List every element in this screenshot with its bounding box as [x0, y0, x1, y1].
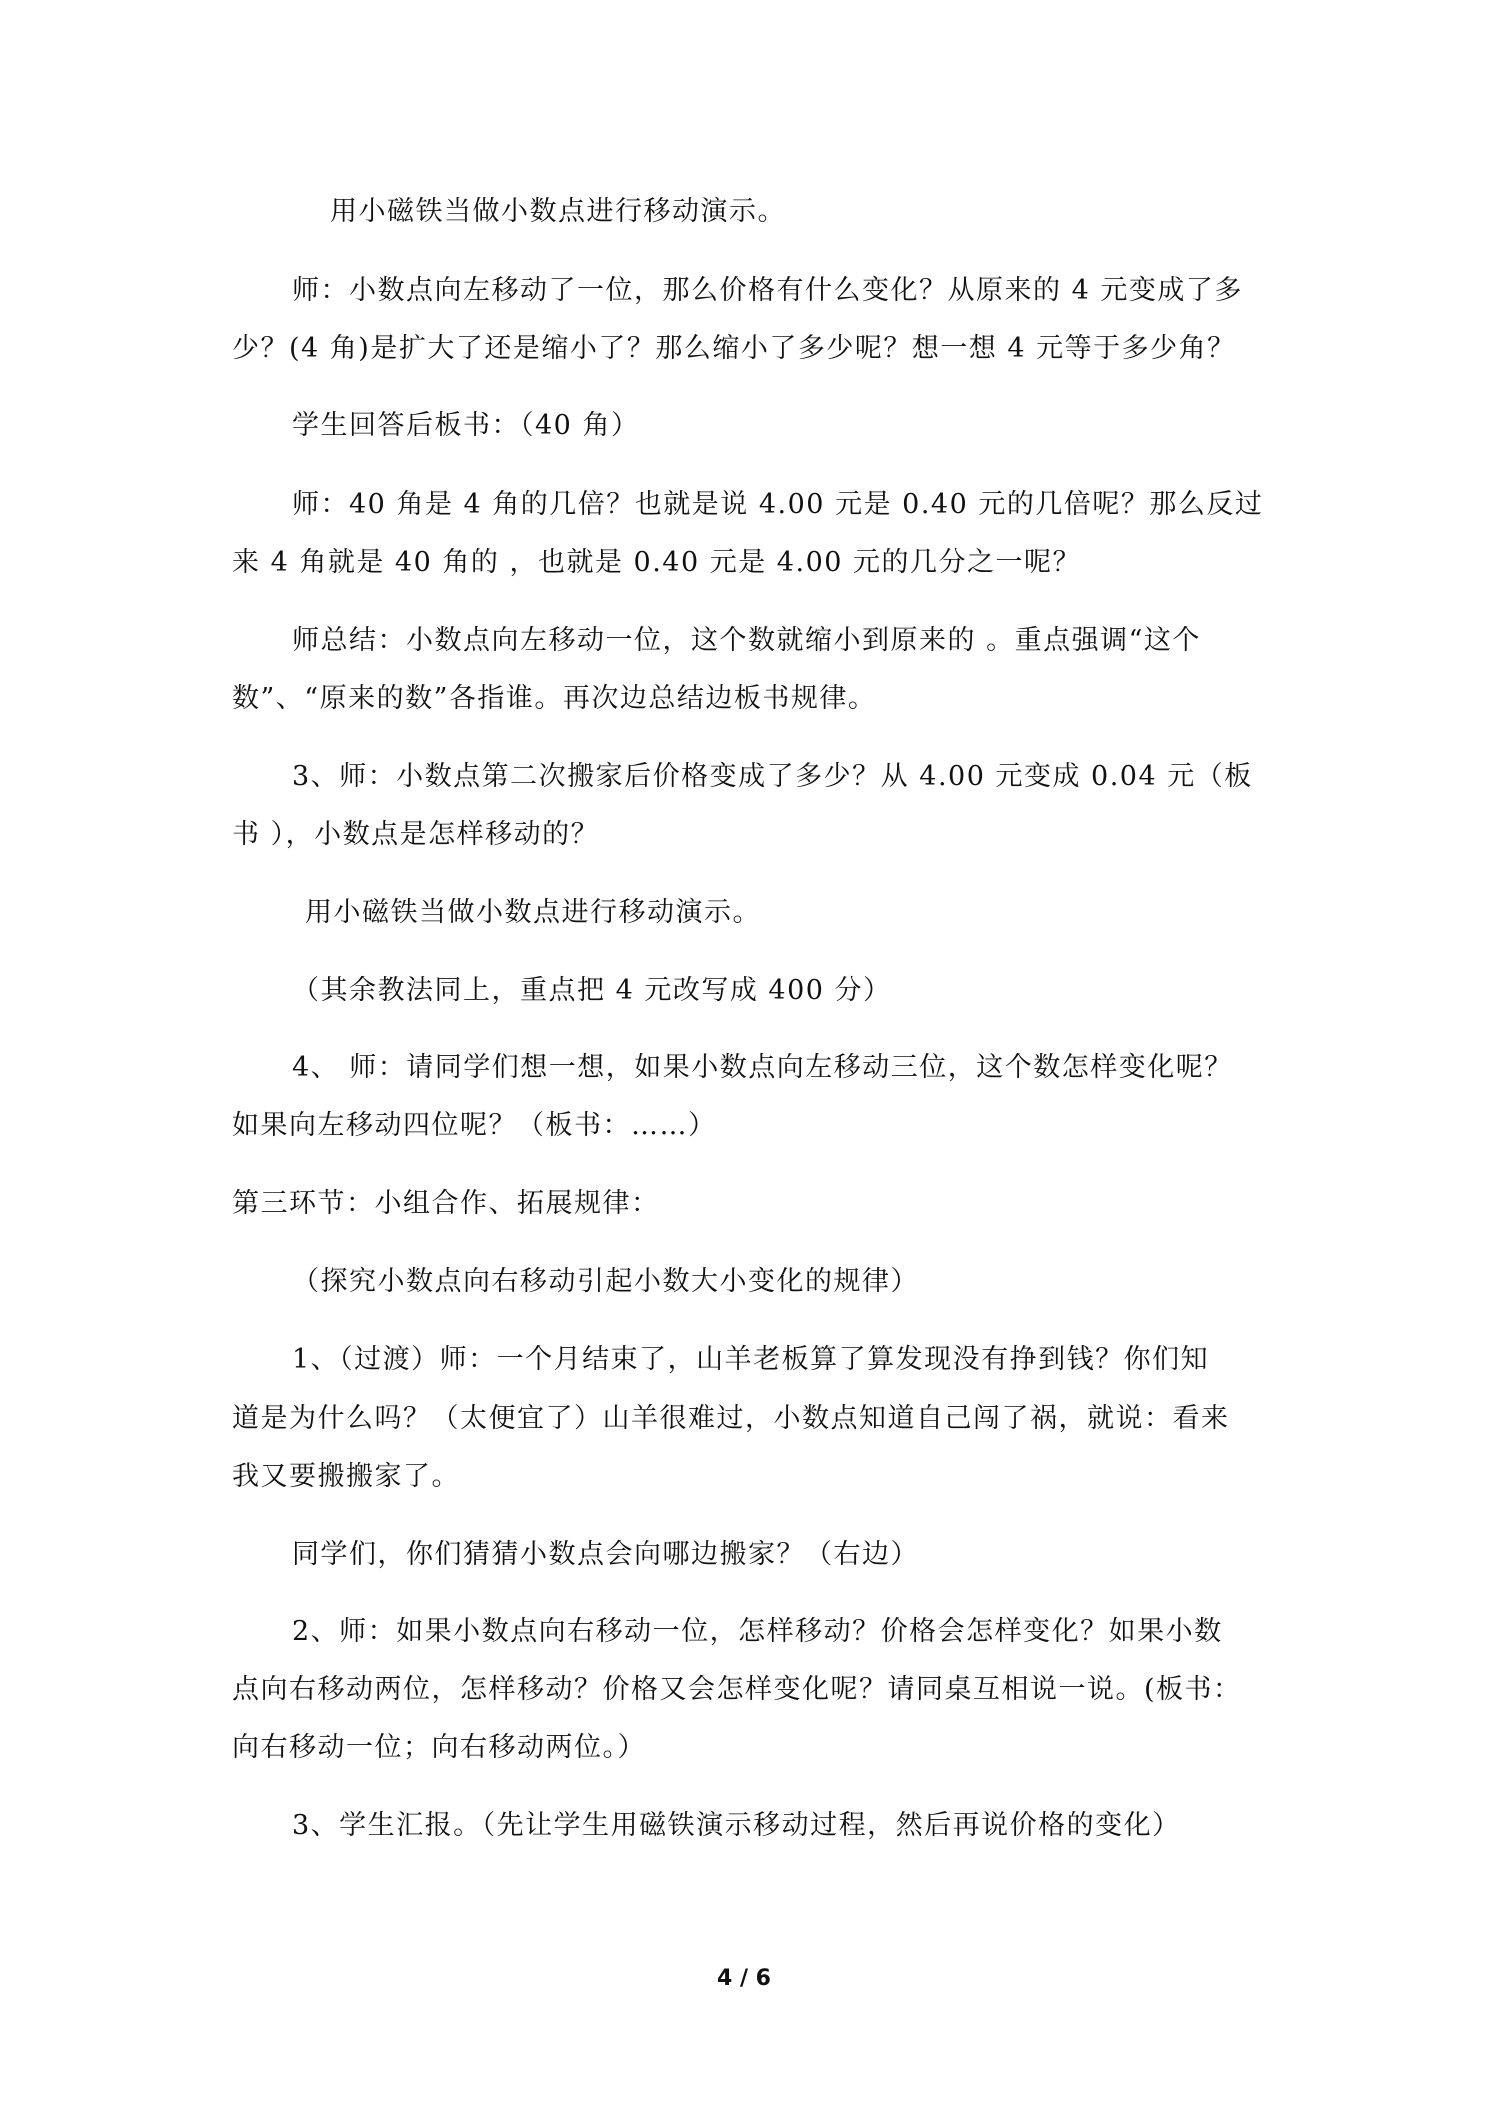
text-line: 用小磁铁当做小数点进行移动演示。: [330, 196, 786, 227]
text-line: 向右移动一位；向右移动两位。）: [232, 1732, 646, 1763]
text-line: （其余教法同上，重点把 4 元改写成 400 分）: [292, 975, 892, 1006]
text-line: 2、师：如果小数点向右移动一位，怎样移动？价格会怎样变化？如果小数: [292, 1616, 1223, 1647]
text-line: 如果向左移动四位呢？（板书：……）: [232, 1110, 717, 1141]
text-line: 我又要搬搬家了。: [232, 1461, 460, 1492]
text-line: 来 4 角就是 40 角的 ，也就是 0.40 元是 4.00 元的几分之一呢？: [232, 547, 1082, 578]
text-line: 道是为什么吗？（太便宜了）山羊很难过，小数点知道自己闯了祸，就说：看来: [232, 1403, 1230, 1434]
text-line: 同学们，你们猜猜小数点会向哪边搬家？（右边）: [292, 1539, 919, 1570]
text-line: 点向右移动两位，怎样移动？价格又会怎样变化呢？请同桌互相说一说。(板书：: [232, 1674, 1242, 1705]
text-line: 3、师：小数点第二次搬家后价格变成了多少？从 4.00 元变成 0.04 元（板: [292, 761, 1253, 792]
text-line: 师：40 角是 4 角的几倍？也就是说 4.00 元是 0.40 元的几倍呢？那么反过: [292, 489, 1264, 520]
text-line: 少？(4 角)是扩大了还是缩小了？那么缩小了多少呢？想一想 4 元等于多少角？: [232, 333, 1236, 364]
text-line: 书 ），小数点是怎样移动的？: [232, 819, 600, 850]
text-line: 学生回答后板书：（40 角）: [292, 410, 640, 441]
text-line: 1、（过渡）师：一个月结束了，山羊老板算了算发现没有挣到钱？你们知: [292, 1344, 1210, 1375]
text-line: 数”、“原来的数”各指谁。再次边总结边板书规律。: [232, 683, 877, 714]
text-line: 师总结：小数点向左移动一位，这个数就缩小到原来的 。重点强调“这个: [292, 625, 1201, 656]
text-line: 用小磁铁当做小数点进行移动演示。: [305, 897, 761, 928]
page-number: 4 / 6: [717, 1966, 771, 1991]
text-line: 3、学生汇报。（先让学生用磁铁演示移动过程，然后再说价格的变化）: [292, 1810, 1181, 1841]
text-line: 师：小数点向左移动了一位，那么价格有什么变化？从原来的 4 元变成了多: [292, 275, 1243, 306]
text-line: （探究小数点向右移动引起小数大小变化的规律）: [292, 1266, 919, 1297]
text-line: 4、 师：请同学们想一想，如果小数点向左移动三位，这个数怎样变化呢？: [292, 1052, 1233, 1083]
section-heading: 第三环节：小组合作、拓展规律：: [232, 1188, 660, 1219]
